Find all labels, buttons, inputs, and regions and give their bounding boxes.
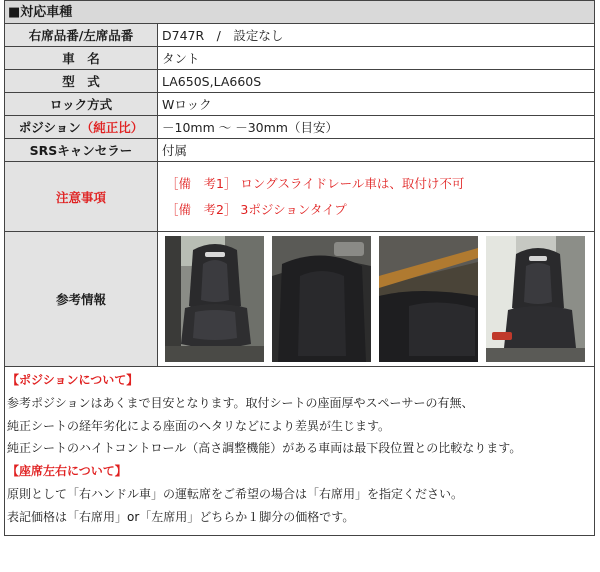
position-line: 純正シートの経年劣化による座面のヘタリなどにより差異が生じます。	[7, 418, 391, 433]
value-notes	[158, 162, 595, 232]
value-srs: 付属	[158, 139, 595, 162]
label-position-note: （純正比）	[80, 120, 144, 135]
table-row	[5, 116, 595, 139]
position-line: 参考ポジションはあくまで目安となります。取付シートの座面厚やスペーサーの有無、	[7, 395, 474, 410]
table-row-reference	[5, 232, 595, 367]
seat-photo-1	[165, 236, 264, 362]
seat-photo-2	[272, 236, 371, 362]
table-row	[5, 24, 595, 47]
seat-photo-4	[486, 236, 585, 362]
spec-sheet	[4, 0, 595, 536]
value-model: LA650S,LA660S	[158, 70, 595, 93]
spec-table	[4, 23, 595, 367]
label-notes: 注意事項	[5, 162, 158, 232]
table-row	[5, 93, 595, 116]
table-row	[5, 47, 595, 70]
reference-photos	[158, 232, 595, 367]
note-item: ［備 考2］ 3ポジションタイプ	[166, 201, 347, 217]
table-row-notes	[5, 162, 595, 232]
value-lock-type: Wロック	[158, 93, 595, 116]
value-car-name: タント	[158, 47, 595, 70]
note-item: ［備 考1］ ロングスライドレール車は、取付け不可	[166, 175, 465, 191]
position-heading: 【ポジションについて】	[7, 373, 139, 387]
table-row	[5, 139, 595, 162]
value-position: －10mm 〜 －30mm（目安）	[158, 116, 595, 139]
position-line: 純正シートのハイトコントロール（高さ調整機能）がある車両は最下段位置との比較なります。	[7, 441, 522, 456]
seat-photo-3	[379, 236, 478, 362]
label-position-main: ポジション	[18, 120, 81, 135]
label-position	[5, 116, 158, 139]
footer-notes	[4, 367, 595, 536]
section-title: ■対応車種	[4, 0, 595, 23]
label-part-number: 右席品番/左席品番	[5, 24, 158, 47]
seat-line: 原則として「右ハンドル車」の運転席をご希望の場合は「右席用」を指定ください。	[7, 486, 464, 501]
label-model: 型 式	[5, 70, 158, 93]
label-car-name: 車 名	[5, 47, 158, 70]
label-lock-type: ロック方式	[5, 93, 158, 116]
label-srs: SRSキャンセラー	[5, 139, 158, 162]
value-part-number: D747R / 設定なし	[158, 24, 595, 47]
table-row	[5, 70, 595, 93]
seat-line: 表記価格は「右席用」or「左席用」どちらか１脚分の価格です。	[7, 509, 355, 524]
seat-heading: 【座席左右について】	[7, 464, 127, 479]
label-reference: 参考情報	[5, 232, 158, 367]
